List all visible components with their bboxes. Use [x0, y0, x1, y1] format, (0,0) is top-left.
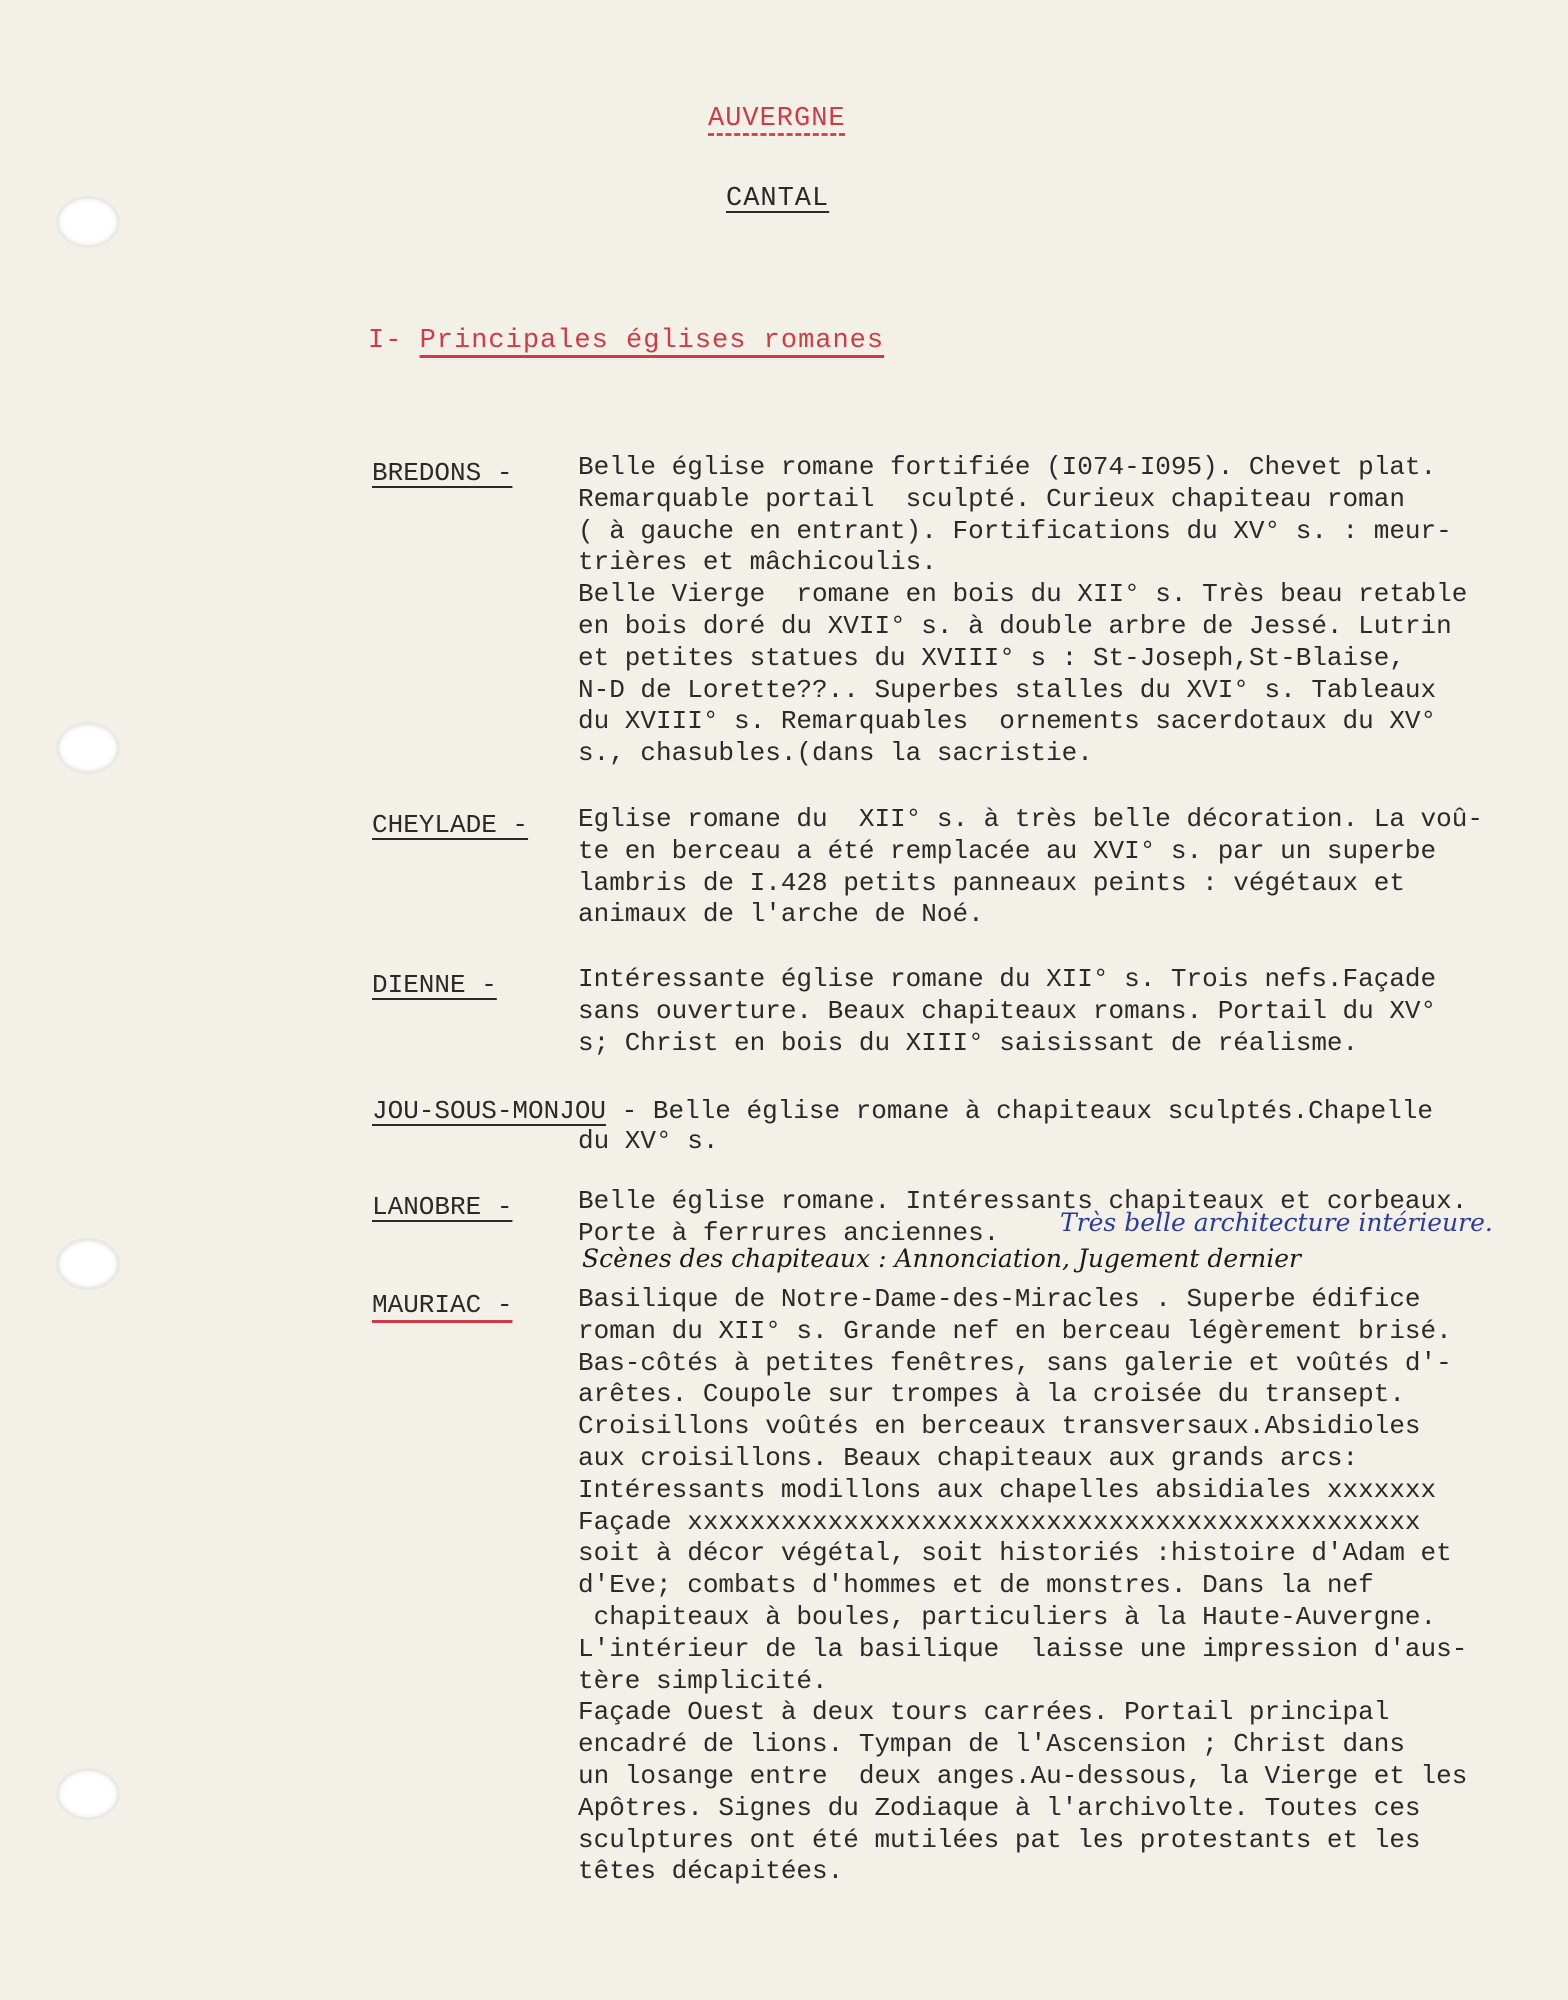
entry-name	[372, 1290, 512, 1320]
section-number: I-	[368, 326, 403, 356]
entry-name-text: JOU-SOUS-MONJOU	[372, 1096, 607, 1126]
entry-name-text: CHEYLADE -	[372, 810, 529, 840]
entry-text: Belle église romane fortifiée (I074-I095). Chevet plat. Remarquable portail sculpté. Curieux chapiteau roman ( à gauche en entrant). Fortifications du XV° s. : meur- trières et mâchicoulis. Belle Vierge romane en bois du XII° s. Très beau retable en bois doré du XVII° s. à double arbre de Jessé. Lutrin et petites statues du XVIII° s : St-Joseph,St-Blaise, N-D de Lorette??.. Superbes stalles du XVI° s. Tableaux du XVIII° s. Remarquables ornements sacerdotaux du XV° s., chasubles.(dans la sacristie.	[578, 452, 1468, 769]
punch-hole	[58, 198, 118, 246]
entry-name	[372, 970, 497, 1000]
punch-hole	[58, 1240, 118, 1288]
handwritten-note: Très belle architecture intérieure.	[1060, 1208, 1493, 1237]
department-heading: CANTAL	[726, 184, 830, 214]
entry-name-text: MAURIAC -	[372, 1290, 513, 1320]
entry-name-text: DIENNE -	[372, 970, 497, 1000]
entry-name	[372, 1096, 1433, 1126]
section-title: Principales églises romanes	[419, 326, 885, 356]
entry-name-text: LANOBRE -	[372, 1192, 513, 1222]
region-heading: AUVERGNE	[708, 104, 846, 134]
entry-name	[372, 1192, 512, 1222]
entry-text-inline: - Belle église romane à chapiteaux sculptés.Chapelle	[621, 1096, 1433, 1126]
entry-name	[372, 458, 512, 488]
entry-text: Belle église romane. Intéressants chapiteaux et corbeaux. Porte à ferrures anciennes.	[578, 1186, 1468, 1248]
entry-name-text: BREDONS -	[372, 458, 513, 488]
entry-text: Basilique de Notre-Dame-des-Miracles . Superbe édifice roman du XII° s. Grande nef en berceau légèrement brisé. Bas-côtés à petites fenêtres, sans galerie et voûtés d'- arêtes. Coupole sur trompes à la croisée du transept. Croisillons voûtés en berceaux transversaux.Absidioles aux croisillons. Beaux chapiteaux aux grands arcs: Intéressants modillons aux chapelles absidiales xxxxxxx Façade xxxxxxxxxxxxxxxxxxxxxxxxxxxxxxxxxxxxxxxxxxxxxxx soit à décor végétal, soit historiés :histoire d'Adam et d'Eve; combats d'hommes et de monstres. Dans la nef chapiteaux à boules, particuliers à la Haute-Auvergne. L'intérieur de la basilique laisse une impression d'aus- tère simplicité. Façade Ouest à deux tours carrées. Portail principal encadré de lions. Tympan de l'Ascension ; Christ dans un losange entre deux anges.Au-dessous, la Vierge et les Apôtres. Signes du Zodiaque à l'archivolte. Toutes ces sculptures ont été mutilées pat les protestants et les têtes décapitées.	[578, 1284, 1468, 1887]
punch-hole	[58, 724, 118, 772]
section-heading	[368, 326, 884, 356]
entry-text: Intéressante église romane du XII° s. Trois nefs.Façade sans ouverture. Beaux chapiteaux romans. Portail du XV° s; Christ en bois du XIII° saisissant de réalisme.	[578, 964, 1437, 1058]
entry-text: Eglise romane du XII° s. à très belle décoration. La voû- te en berceau a été remplacée au XVI° s. par un superbe lambris de I.428 petits panneaux peints : végétaux et animaux de l'arche de Noé.	[578, 804, 1483, 930]
handwritten-note: Scènes des chapiteaux : Annonciation, Jugement dernier	[582, 1244, 1301, 1273]
entry-text: du XV° s.	[578, 1126, 719, 1156]
entry-name	[372, 810, 528, 840]
punch-hole	[58, 1770, 118, 1818]
